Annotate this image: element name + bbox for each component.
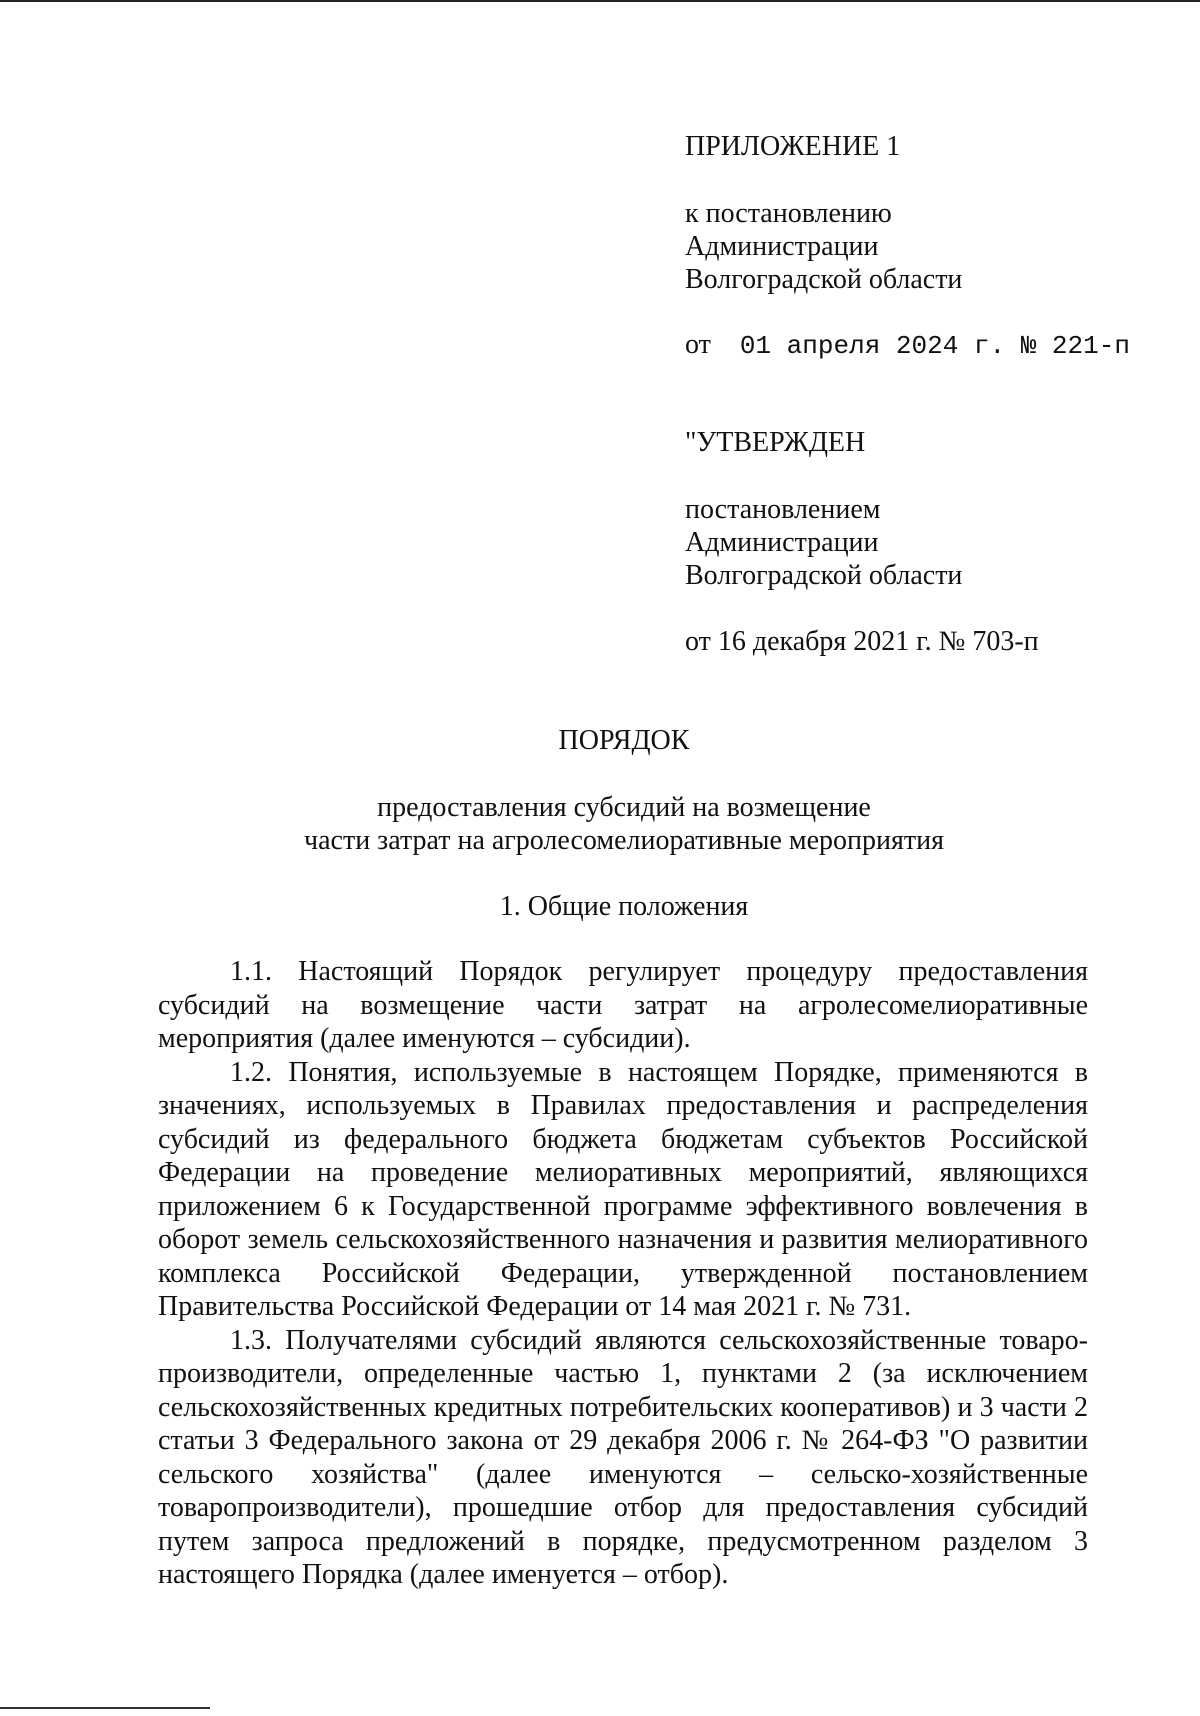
appendix-resolution-ref — [685, 197, 1185, 296]
paragraph-1-1: 1.1. Настоящий Порядок регулирует процедуру предоставления субсидий на возмещение части затрат на агролесомелиоративные мероприятия (далее именуются – субсидии). — [158, 956, 1088, 1054]
approved-title: "УТВЕРЖДЕН — [685, 427, 866, 458]
approved-header — [685, 426, 1185, 459]
approved-line: Администрации — [685, 527, 879, 558]
bottom-border-line — [0, 1707, 210, 1709]
approved-resolution-ref — [685, 493, 1185, 592]
document-title: ПОРЯДОК — [558, 725, 690, 756]
top-border-line — [0, 0, 1200, 2]
paragraph-1-2: 1.2. Понятия, используемые в настоящем Порядке, применяются в значениях, используемых в Правилах предоставления и распределения субсидий из федерального бюджета бюджетам субъектов Российской Федерации на проведение мелиоративных мероприятий, являющихся приложением 6 к Государственной программе эффективного вовлечения в оборот земель сельскохозяйственного назначения и развития мелиоративного комплекса Российской Федерации, утвержденной постановлением Правительства Российской Федерации от 14 мая 2021 г. № 731. — [158, 1056, 1088, 1322]
approved-date-line — [685, 625, 1185, 658]
date-prefix: от — [685, 329, 711, 360]
paragraph-1-3: 1.3. Получателями субсидий являются сельскохозяйственные товаро-производители, определенные частью 1, пунктами 2 (за исключением сельскохозяйственных кредитных потребительских кооперативов) и 3 части 2 статьи 3 Федерального закона от 29 декабря 2006 г. № 264-ФЗ "О развитии сельского хозяйства" (далее именуются – сельско-хозяйственные товаропроизводители), прошедшие отбор для предоставления субсидий путем запроса предложений в порядке, предусмотренном разделом 3 настоящего Порядка (далее именуется – отбор). — [158, 1324, 1088, 1590]
resolution-line: Администрации — [685, 231, 879, 262]
document-subtitle-line-1: предоставления субсидий на возмещение — [377, 792, 871, 823]
approved-date: от 16 декабря 2021 г. № 703-п — [685, 626, 1039, 657]
document-subtitle-line-2: части затрат на агролесомелиоративные мероприятия — [304, 825, 944, 856]
resolution-line: к постановлению — [685, 198, 892, 229]
approved-line: Волгоградской области — [685, 560, 963, 591]
appendix-title: ПРИЛОЖЕНИЕ 1 — [685, 131, 901, 162]
appendix-header — [685, 130, 1185, 163]
approved-line: постановлением — [685, 494, 881, 525]
resolution-line: Волгоградской области — [685, 264, 963, 295]
appendix-date-number: 01 апреля 2024 г. № 221-п — [739, 331, 1130, 361]
body-text — [158, 955, 1088, 1592]
appendix-date-line — [685, 328, 1185, 363]
section-heading: 1. Общие положения — [499, 891, 749, 922]
